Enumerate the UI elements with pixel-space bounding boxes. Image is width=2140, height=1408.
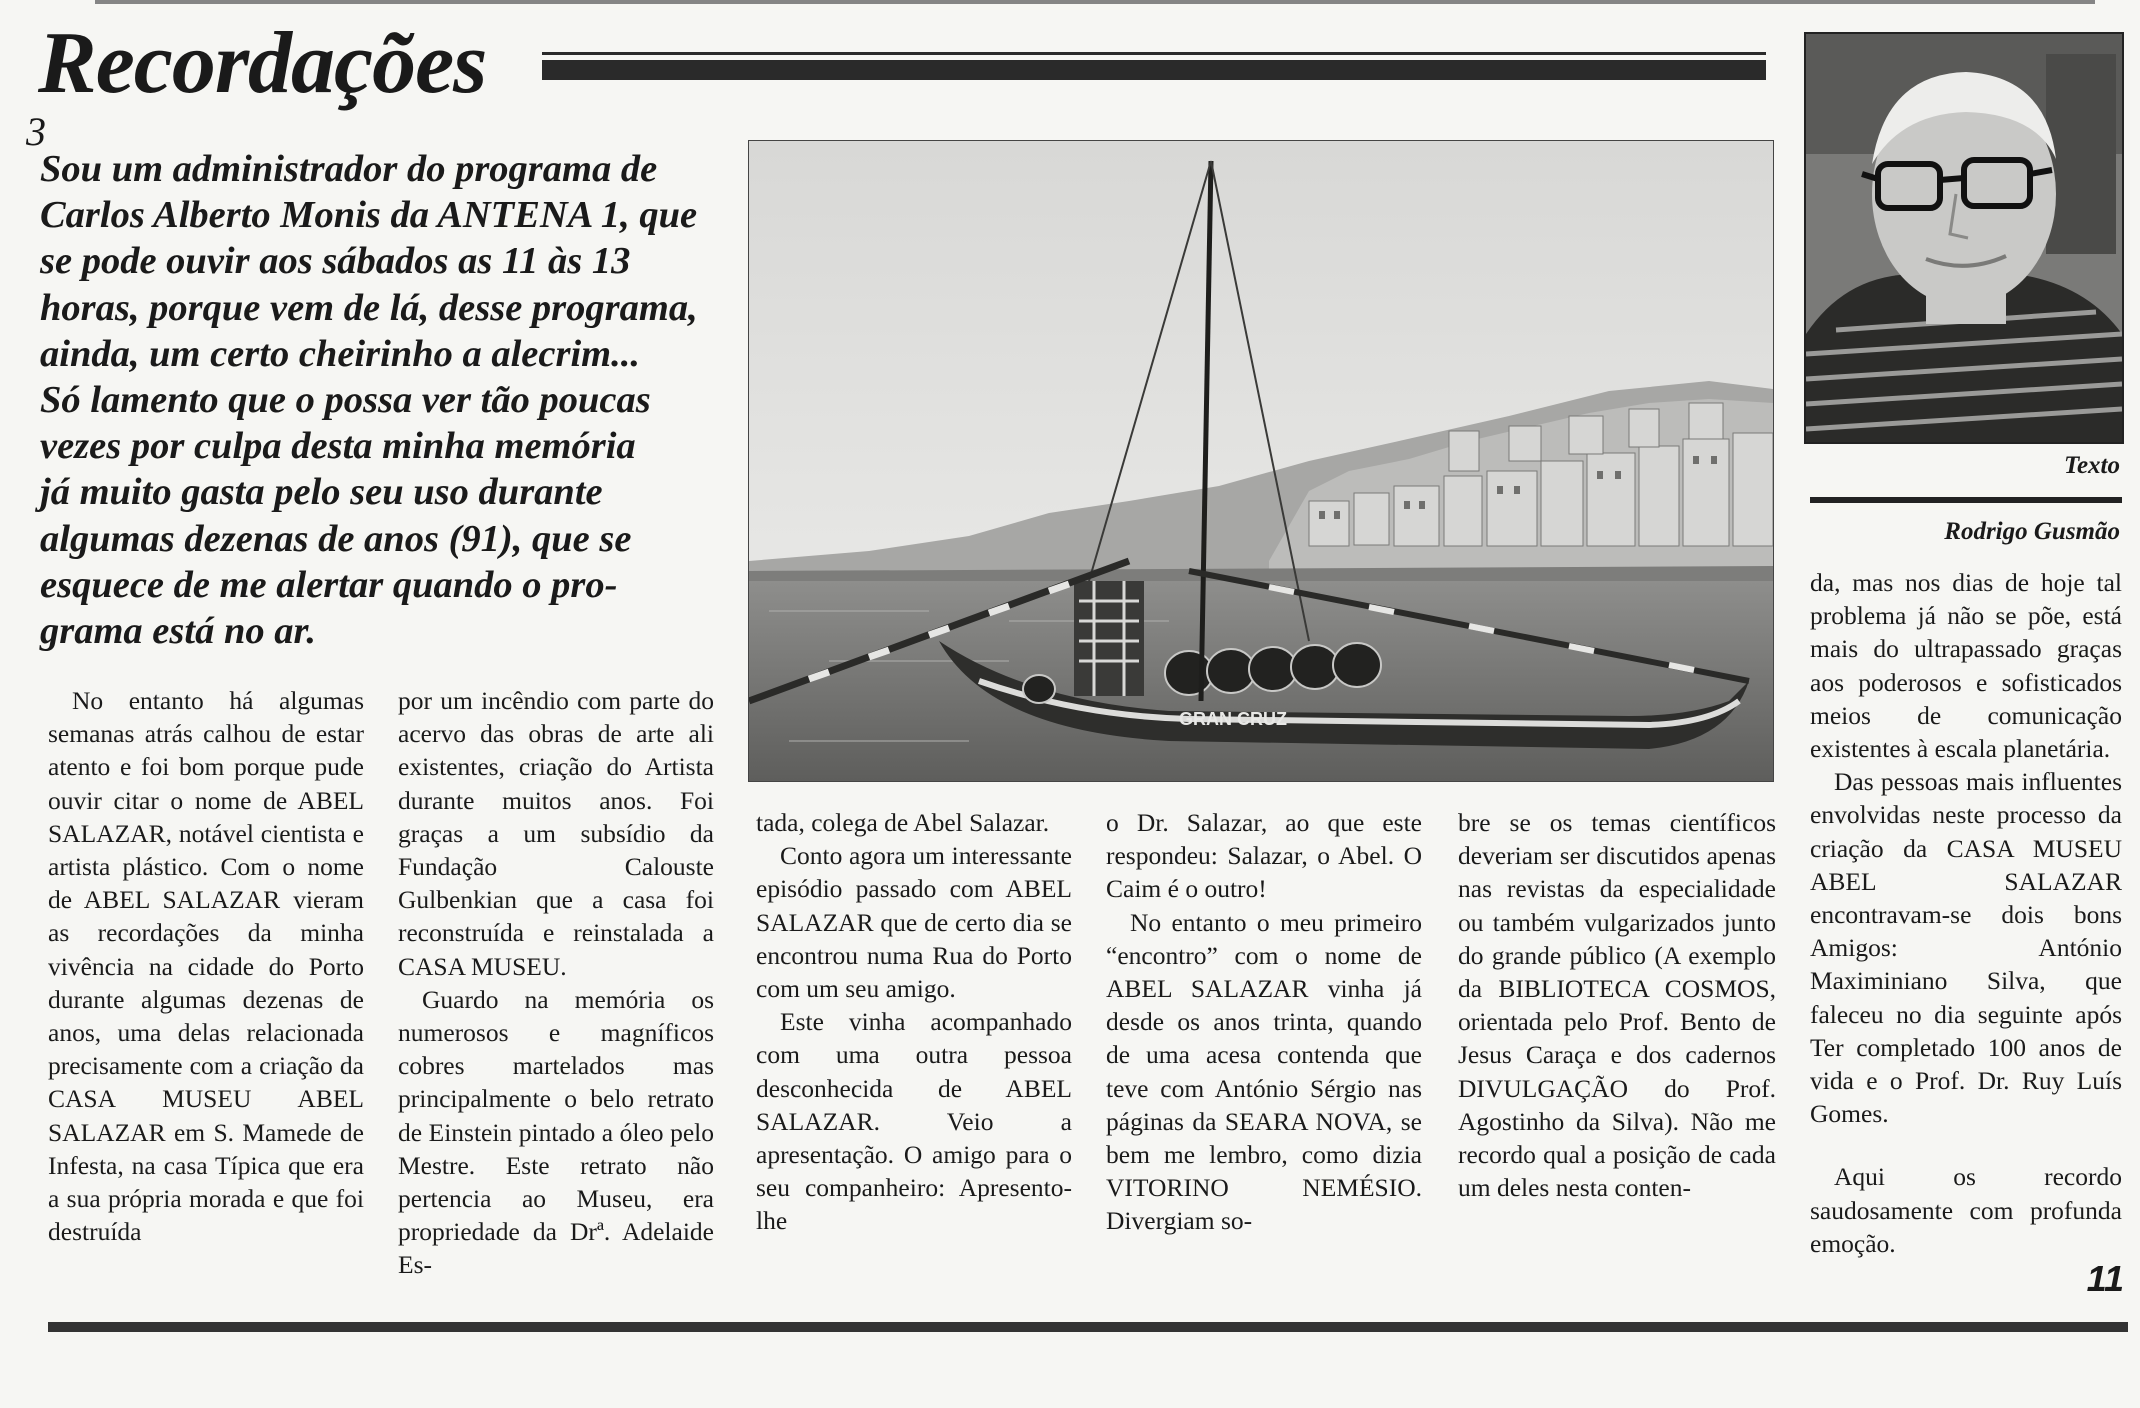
author-name: Rodrigo Gusmão: [1944, 518, 2120, 545]
paragraph: Conto agora um interessante episódio passado com ABEL SALAZAR que de certo dia se encontrou numa Rua do Porto com um seu amigo.: [756, 841, 1072, 1004]
lead-line: se pode ouvir aos sábados as 11 às 13: [40, 240, 631, 283]
boat-photo: [748, 140, 1774, 782]
lead-line: vezes por culpa desta minha memória: [40, 425, 636, 468]
paragraph: Este vinha acompanhado com uma outra pessoa desconhecida de ABEL SALAZAR. Veio a apresentação. O amigo para o seu companheiro: Apresento-lhe: [756, 1007, 1072, 1236]
lead-line: Só lamento que o possa ver tão poucas: [40, 379, 651, 422]
text-column-3: [756, 806, 1072, 1238]
paragraph: tada, colega de Abel Salazar.: [756, 808, 1050, 837]
top-rule: [95, 0, 2095, 4]
paragraph: No entanto o meu primeiro “encontro” com o nome de ABEL SALAZAR vinha já desde os anos trinta, quando de uma acesa contenda que teve com António Sérgio nas páginas da SEARA NOVA, se bem me lembro, como dizia VITORINO NEMÉSIO. Divergiam so-: [1106, 907, 1422, 1236]
page-number: 11: [2086, 1258, 2124, 1299]
paragraph: Das pessoas mais influentes envolvidas neste processo da criação da CASA MUSEU ABEL SALAZAR encontravam-se dois bons Amigos: António Maximiniano Silva, que faleceu no dia seguinte após Ter completado 100 anos de vida e o Prof. Dr. Ruy Luís Gomes.: [1810, 767, 2122, 1129]
handwritten-mark: 3: [26, 109, 46, 154]
paragraph: bre se os temas científicos deveriam ser discutidos apenas nas revistas da especialidade ou também vulgarizados junto do grande público (A exemplo da BIBLIOTECA COSMOS, orientada pelo Prof. Bento de Jesus Caraça e dos cadernos DIVULGAÇÃO do Prof. Agostinho da Silva). Não me recordo qual a posição de cada um deles nesta conten-: [1458, 808, 1776, 1203]
author-portrait-illustration: [1806, 34, 2122, 442]
paragraph: o Dr. Salazar, ao que este respondeu: Salazar, o Abel. O Caim é o outro!: [1106, 808, 1422, 904]
paragraph: Guardo na memória os numerosos e magníficos cobres martelados mas principalmente o belo retrato de Einstein pintado a óleo pelo Mestre. Este retrato não pertencia ao Museu, era propriedade da Drª. Adelaide Es-: [398, 984, 714, 1280]
title-rule-thin: [542, 52, 1766, 55]
lead-line: Carlos Alberto Monis da ANTENA 1, que: [40, 194, 698, 237]
author-photo: [1804, 32, 2124, 444]
boat-label: GRAN CRUZ: [1179, 709, 1287, 729]
lead-line: algumas dezenas de anos (91), que se: [40, 517, 632, 560]
text-column-5: [1458, 806, 1776, 1204]
text-column-1: [48, 684, 364, 1248]
text-column-2: [398, 684, 714, 1282]
lead-line: já muito gasta pelo seu uso durante: [40, 471, 603, 514]
photo-caption: Texto: [2063, 452, 2120, 479]
lead-line: esquece de me alertar quando o pro-: [40, 563, 618, 606]
paragraph: da, mas nos dias de hoje tal problema já não se põe, está mais do ultrapassado graças aos poderosos e sofisticados meios de comunicação existentes à escala planetária.: [1810, 568, 2122, 764]
page-title: Recordações: [38, 15, 487, 112]
text-column-4: [1106, 806, 1422, 1238]
lead-line: grama está no ar.: [40, 610, 316, 653]
lead-paragraph: [40, 146, 720, 654]
lead-line: horas, porque vem de lá, desse programa,: [40, 286, 698, 329]
paragraph: por um incêndio com parte do acervo das obras de arte ali existentes, criação do Artista durante muitos anos. Foi graças a um subsídio da Fundação Calouste Gulbenkian que a casa foi reconstruída e reinstalada a CASA MUSEU.: [398, 686, 714, 981]
bottom-rule: [48, 1322, 2128, 1332]
sidebar-rule: [1810, 497, 2122, 503]
text-column-6: [1810, 566, 2122, 1260]
lead-line: ainda, um certo cheirinho a alecrim...: [40, 332, 640, 375]
paragraph: Aqui os recordo saudosamente com profunda emoção.: [1810, 1162, 2122, 1258]
paragraph: No entanto há algumas semanas atrás calhou de estar atento e foi bom porque pude ouvir citar o nome de ABEL SALAZAR, notável cientista e artista plástico. Com o nome de ABEL SALAZAR vieram as recordações da minha vivência na cidade do Porto durante algumas dezenas de anos, uma delas relacionada precisamente com a criação da CASA MUSEU ABEL SALAZAR em S. Mamede de Infesta, na casa Típica que era a sua própria morada e que foi destruída: [48, 686, 364, 1247]
boat-photo-illustration: [749, 141, 1773, 781]
lead-line: Sou um administrador do programa de: [40, 148, 658, 190]
title-rule: [542, 60, 1766, 80]
